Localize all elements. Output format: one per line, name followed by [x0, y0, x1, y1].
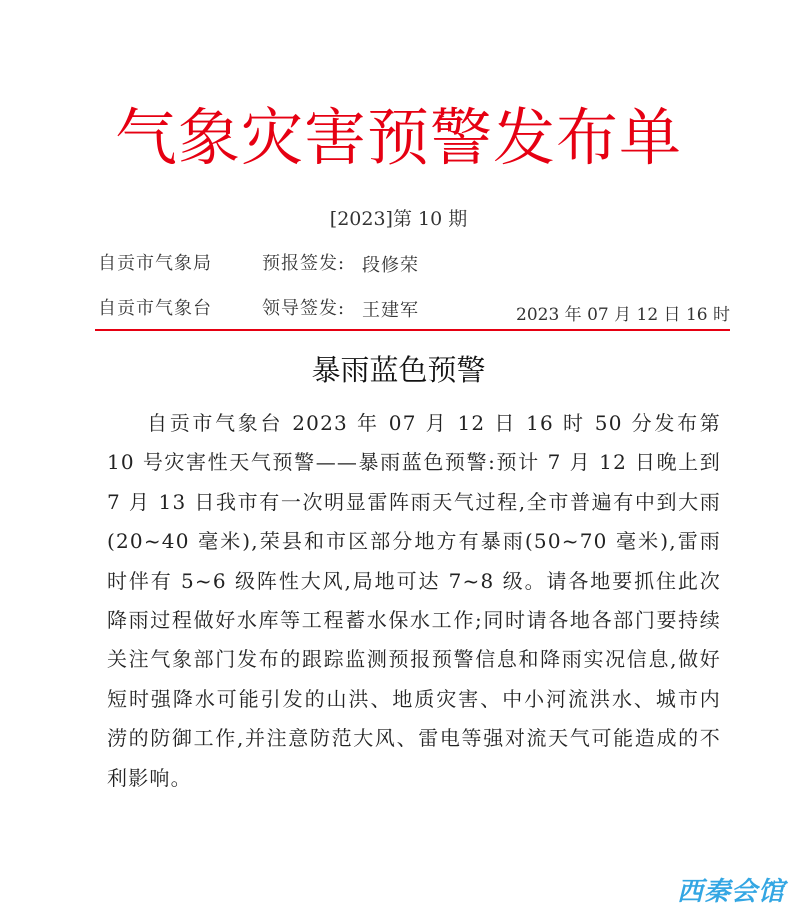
- signer-name: 段修荣: [362, 255, 419, 276]
- issue-number: [2023]第 10 期: [329, 208, 468, 230]
- signature-label: 领导签发:: [262, 298, 346, 319]
- page-title: 气象灾害预警发布单: [114, 101, 682, 174]
- watermark-logo: 西秦会馆: [676, 877, 785, 907]
- red-divider-line: [95, 329, 730, 331]
- issuing-org: 自贡市气象局: [98, 253, 212, 274]
- signer-name: 王建军: [362, 300, 419, 321]
- warning-body-text: 自贡市气象台 2023 年 07 月 12 日 16 时 50 分发布第 10 号灾害性天气预警——暴雨蓝色预警:预计 7 月 12 日晚上到 7 月 13 日我市有一次明显雷阵雨天气过程,全市普遍有中到大雨(20~40 毫米),荣县和市区部分地方有暴雨(50~70 毫米),雷雨时伴有 5~6 级阵性大风,局地可达 7~8 级。请各地要抓住此次降雨过程做好水库等工程蓄水保水工作;同时请各地各部门要持续关注气象部门发布的跟踪监测预报预警信息和降雨实况信息,做好短时强降水可能引发的山洪、地质灾害、中小河流洪水、城市内涝的防御工作,并注意防范大风、雷电等强对流天气可能造成的不利影响。: [107, 411, 721, 790]
- signature-label: 预报签发:: [262, 253, 346, 274]
- issuing-org: 自贡市气象台: [98, 298, 212, 319]
- warning-title: 暴雨蓝色预警: [311, 353, 486, 387]
- issue-datetime: 2023 年 07 月 12 日 16 时: [516, 305, 730, 325]
